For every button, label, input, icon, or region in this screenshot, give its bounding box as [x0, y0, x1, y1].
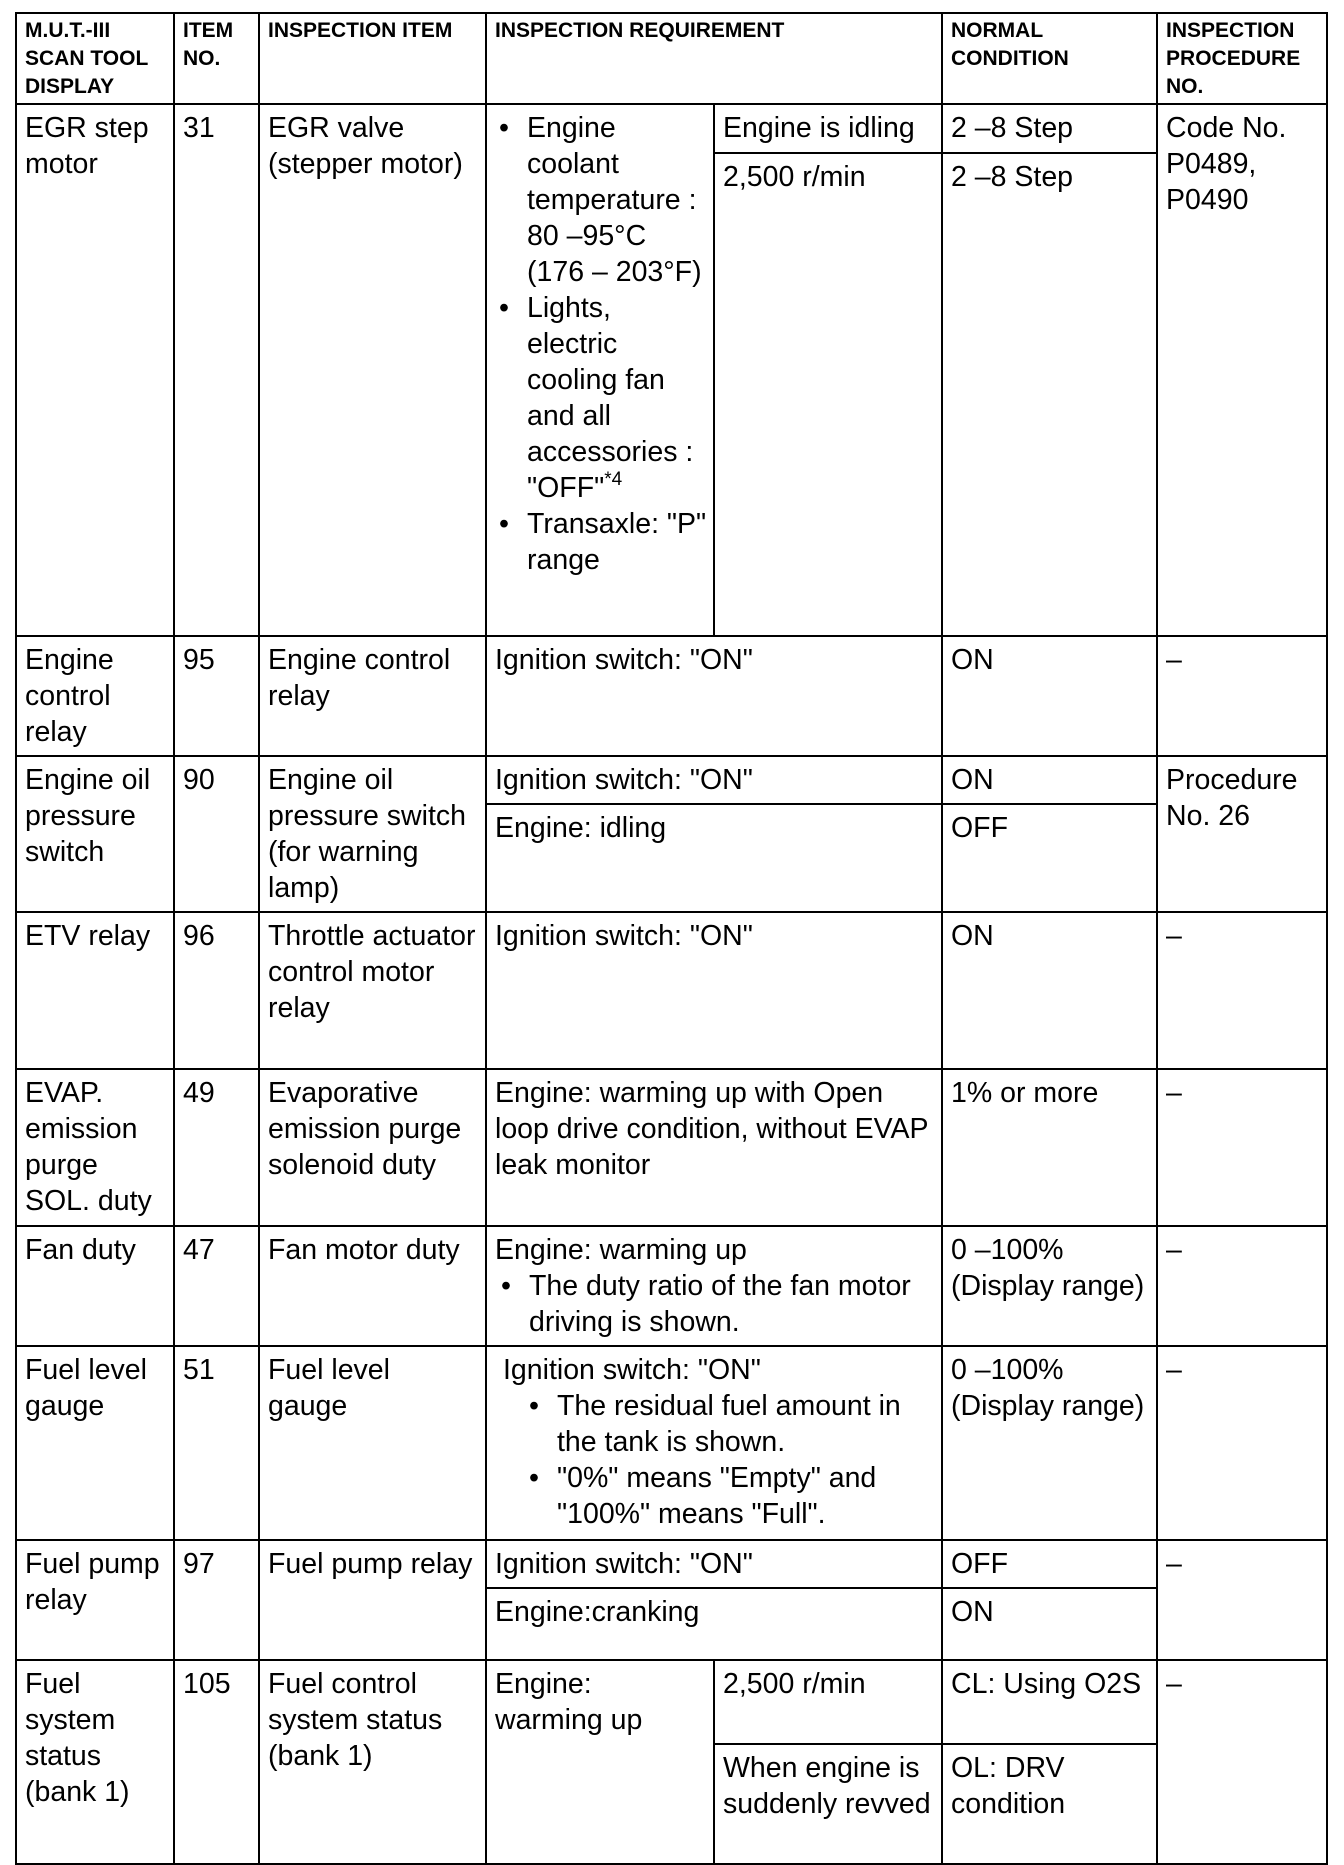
normal-cell: ON: [942, 912, 1157, 1069]
requirement-text: Engine: warming up: [495, 1234, 747, 1267]
list-item: • The residual fuel amount in the tank is shown.: [495, 1388, 933, 1460]
display-cell: EGR step motor: [16, 104, 174, 636]
display-cell: Fuel system status (bank 1): [16, 1660, 174, 1864]
item-no-cell: 49: [174, 1069, 259, 1226]
header-procedure: [1157, 13, 1327, 104]
item-no-cell: 90: [174, 756, 259, 912]
item-cell: Engine oil pressure switch (for warning lamp): [259, 756, 486, 912]
normal-cell: OL: DRV condition: [942, 1744, 1157, 1864]
item-cell: Evaporative emission purge solenoid duty: [259, 1069, 486, 1226]
item-no-cell: 97: [174, 1540, 259, 1660]
procedure-cell: –: [1157, 912, 1327, 1069]
list-item: • "0%" means "Empty" and "100%" means "Full".: [495, 1460, 933, 1532]
item-no-cell: 95: [174, 636, 259, 756]
normal-cell: 2 –8 Step: [942, 104, 1157, 153]
item-no-cell: 31: [174, 104, 259, 636]
normal-cell: 2 –8 Step: [942, 153, 1157, 636]
normal-cell: ON: [942, 1588, 1157, 1660]
table-row: [16, 1660, 1327, 1744]
item-cell: Fuel level gauge: [259, 1346, 486, 1539]
table-row: [16, 1226, 1327, 1346]
item-cell: Fuel control system status (bank 1): [259, 1660, 486, 1864]
sub-requirement-cell: When engine is suddenly revved: [714, 1744, 942, 1864]
requirement-cell: Engine: warming up with Open loop drive condition, without EVAP leak monitor: [486, 1069, 942, 1226]
header-display-line: M.U.T.-III: [25, 19, 111, 42]
procedure-cell: –: [1157, 636, 1327, 756]
display-cell: Engine control relay: [16, 636, 174, 756]
item-no-cell: 51: [174, 1346, 259, 1539]
procedure-cell: –: [1157, 1346, 1327, 1539]
requirement-cell: Engine: idling: [486, 804, 942, 912]
requirement-bullets: [495, 1388, 933, 1532]
item-cell: Throttle actuator control motor relay: [259, 912, 486, 1069]
normal-cell: 0 –100% (Display range): [942, 1226, 1157, 1346]
condition-text: Engine coolant temperature : 80 ‒95°C (176 – 203°F): [527, 112, 702, 289]
header-item-no: [174, 13, 259, 104]
requirement-cell: [486, 1226, 942, 1346]
header-procedure-line: PROCEDURE: [1166, 47, 1301, 70]
table-row: [16, 636, 1327, 756]
normal-cell: 0 –100% (Display range): [942, 1346, 1157, 1539]
conditions-list: [493, 110, 709, 578]
display-cell: ETV relay: [16, 912, 174, 1069]
header-item: INSPECTION ITEM: [259, 13, 486, 104]
table-row: [16, 1540, 1327, 1588]
normal-cell: ON: [942, 756, 1157, 804]
normal-cell: 1% or more: [942, 1069, 1157, 1226]
condition-text: Lights, electric cooling fan and all accessories : "OFF": [527, 292, 694, 505]
requirement-text: Ignition switch: "ON": [503, 1354, 761, 1387]
sub-requirement-cell: Engine is idling: [714, 104, 942, 153]
condition-text: Transaxle: "P" range: [527, 508, 707, 577]
header-requirement: INSPECTION REQUIREMENT: [486, 13, 942, 104]
list-item: [493, 110, 709, 290]
requirement-cell: Ignition switch: "ON": [486, 912, 942, 1069]
footnote-mark: *4: [604, 468, 623, 490]
procedure-cell: Code No. P0489, P0490: [1157, 104, 1327, 636]
header-row: [16, 13, 1327, 104]
table-row: [16, 756, 1327, 804]
item-no-cell: 105: [174, 1660, 259, 1864]
header-item-no-line: ITEM: [183, 19, 234, 42]
header-procedure-line: NO.: [1166, 75, 1204, 98]
requirement-cell: [486, 1346, 942, 1539]
item-cell: Fuel pump relay: [259, 1540, 486, 1660]
procedure-cell: –: [1157, 1540, 1327, 1660]
table-row: [16, 104, 1327, 153]
normal-cell: ON: [942, 636, 1157, 756]
requirement-cell: Engine: warming up: [486, 1660, 714, 1864]
procedure-cell: –: [1157, 1660, 1327, 1864]
normal-cell: OFF: [942, 804, 1157, 912]
sub-requirement-cell: 2,500 r/min: [714, 153, 942, 636]
header-display: [16, 13, 174, 104]
header-normal: [942, 13, 1157, 104]
item-cell: Engine control relay: [259, 636, 486, 756]
header-normal-line: NORMAL: [951, 19, 1044, 42]
requirement-cell: Ignition switch: "ON": [486, 756, 942, 804]
header-procedure-line: INSPECTION: [1166, 19, 1295, 42]
header-display-line: DISPLAY: [25, 75, 115, 98]
table-row: [16, 1069, 1327, 1226]
inspection-table: [15, 12, 1328, 1865]
display-cell: Fuel level gauge: [16, 1346, 174, 1539]
list-item: [493, 290, 709, 506]
display-cell: Fuel pump relay: [16, 1540, 174, 1660]
procedure-cell: –: [1157, 1226, 1327, 1346]
display-cell: Engine oil pressure switch: [16, 756, 174, 912]
requirement-cell: Ignition switch: "ON": [486, 1540, 942, 1588]
display-cell: EVAP. emission purge SOL. duty: [16, 1069, 174, 1226]
conditions-cell: [486, 104, 714, 636]
table-row: [16, 912, 1327, 1069]
requirement-bullets: [495, 1268, 933, 1340]
procedure-cell: Procedure No. 26: [1157, 756, 1327, 912]
display-cell: Fan duty: [16, 1226, 174, 1346]
item-no-cell: 96: [174, 912, 259, 1069]
requirement-cell: Ignition switch: "ON": [486, 636, 942, 756]
header-display-line: SCAN TOOL: [25, 47, 149, 70]
header-item-no-line: NO.: [183, 47, 221, 70]
item-no-cell: 47: [174, 1226, 259, 1346]
procedure-cell: –: [1157, 1069, 1327, 1226]
normal-cell: CL: Using O2S: [942, 1660, 1157, 1744]
sub-requirement-cell: 2,500 r/min: [714, 1660, 942, 1744]
item-cell: Fan motor duty: [259, 1226, 486, 1346]
normal-cell: OFF: [942, 1540, 1157, 1588]
requirement-cell: Engine:cranking: [486, 1588, 942, 1660]
header-normal-line: CONDITION: [951, 47, 1069, 70]
list-item: • The duty ratio of the fan motor driving is shown.: [495, 1268, 933, 1340]
table-row: [16, 1346, 1327, 1539]
item-cell: EGR valve (stepper motor): [259, 104, 486, 636]
list-item: [493, 506, 709, 578]
